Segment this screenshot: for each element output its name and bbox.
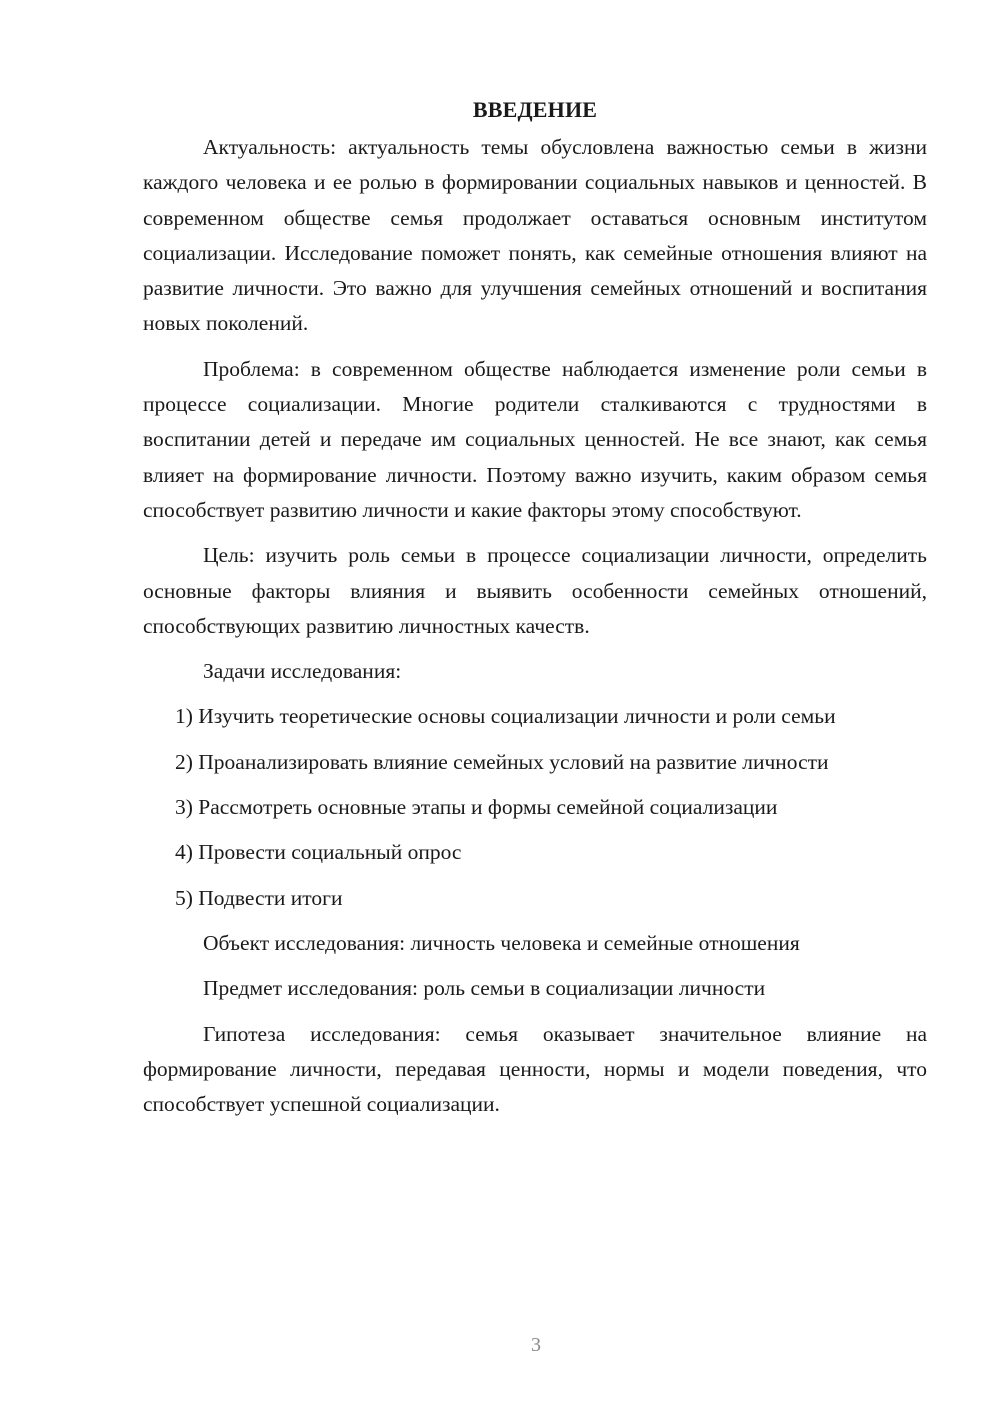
list-item: 3) Рассмотреть основные этапы и формы семейной социализации	[175, 795, 778, 820]
list-item: 5) Подвести итоги	[175, 885, 343, 910]
paragraph-object: Объект исследования: личность человека и семейные отношения	[203, 930, 800, 955]
paragraph-goal: Цель: изучить роль семьи в процессе социализации личности, определить основные факторы влияния и выявить особенности семейных отношений, способствующих развитию личностных качеств.	[143, 543, 927, 638]
document-page	[143, 92, 927, 1132]
tasks-heading: Задачи исследования:	[203, 659, 402, 684]
section-title: ВВЕДЕНИЕ	[472, 97, 598, 122]
paragraph-subject: Предмет исследования: роль семьи в социализации личности	[203, 976, 766, 1001]
tasks-list	[143, 699, 927, 915]
list-item: 4) Провести социальный опрос	[175, 840, 462, 865]
paragraph-hypothesis: Гипотеза исследования: семья оказывает значительное влияние на формирование личности, передавая ценности, нормы и модели поведения, что способствует успешной социализации.	[143, 1021, 927, 1117]
page-number: 3	[531, 1334, 541, 1356]
paragraph-problem: Проблема: в современном обществе наблюдается изменение роли семьи в процессе социализации. Многие родители сталкиваются с трудностями в воспитании детей и передаче им социальных ценностей. Не все знают, как семья влияет на формирование личности. Поэтому важно изучить, каким образом семья способствует развитию личности и какие факторы этому способствуют.	[143, 356, 927, 522]
list-item: 1) Изучить теоретические основы социализации личности и роли семьи	[175, 704, 836, 729]
paragraph-relevance: Актуальность: актуальность темы обусловлена важностью семьи в жизни каждого человека и ее ролью в формировании социальных навыков и ценностей. В современном обществе семья продолжает оставаться основным институтом социализации. Исследование поможет понять, как семейные отношения влияют на развитие личности. Это важно для улучшения семейных отношений и воспитания новых поколений.	[143, 135, 927, 336]
list-item: 2) Проанализировать влияние семейных условий на развитие личности	[175, 749, 829, 774]
